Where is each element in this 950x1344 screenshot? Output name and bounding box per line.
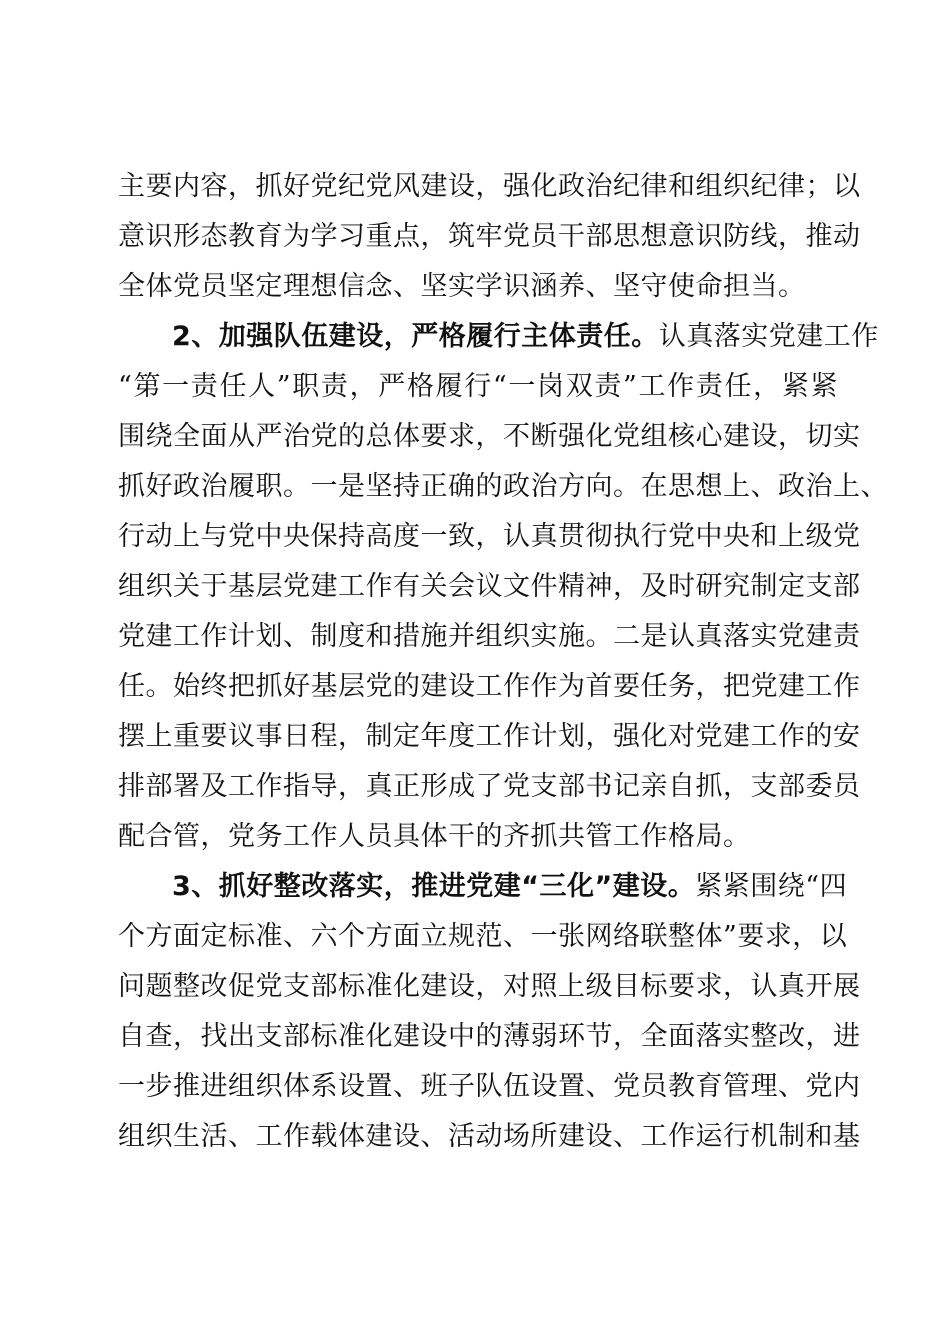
text-line: 党建工作计划、制度和措施并组织实施。二是认真落实党建责 (118, 621, 861, 652)
text-line: 围绕全面从严治党的总体要求，不断强化党组核心建设，切实 (118, 421, 861, 452)
paragraph-1 (118, 162, 861, 312)
text-line: 行动上与党中央保持高度一致，认真贯彻执行党中央和上级党 (118, 521, 861, 552)
text-run: 紧紧围绕“四 (695, 871, 848, 902)
text-line: “第一责任人”职责，严格履行“一岗双责”工作责任，紧紧 (118, 371, 838, 402)
text-line: 组织生活、工作载体建设、活动场所建设、工作运行机制和基 (118, 1121, 861, 1152)
text-line: 问题整改促党支部标准化建设，对照上级目标要求，认真开展 (118, 971, 861, 1002)
text-line (118, 862, 848, 912)
text-line: 摆上重要议事日程，制定年度工作计划，强化对党建工作的安 (118, 721, 861, 752)
section-heading-2: 2、加强队伍建设，严格履行主体责任。 (172, 321, 659, 352)
text-line (118, 312, 879, 362)
section-heading-3: 3、抓好整改落实，推进党建“三化”建设。 (172, 871, 696, 902)
text-line: 排部署及工作指导，真正形成了党支部书记亲自抓，支部委员 (118, 771, 861, 802)
paragraph-3 (118, 862, 861, 1162)
paragraph-2 (118, 312, 888, 862)
text-line: 组织关于基层党建工作有关会议文件精神，及时研究制定支部 (118, 571, 861, 602)
text-line: 任。始终把抓好基层党的建设工作作为首要任务，把党建工作 (118, 671, 861, 702)
text-line: 抓好政治履职。一是坚持正确的政治方向。在思想上、政治上、 (118, 471, 888, 502)
text-line: 个方面定标准、六个方面立规范、一张网络联整体”要求，以 (118, 921, 848, 952)
text-line: 意识形态教育为学习重点，筑牢党员干部思想意识防线，推动 (118, 221, 861, 252)
text-line: 自查，找出支部标准化建设中的薄弱环节，全面落实整改，进 (118, 1021, 861, 1052)
text-line: 全体党员坚定理想信念、坚实学识涵养、坚守使命担当。 (118, 271, 806, 302)
text-run: 认真落实党建工作 (658, 321, 879, 352)
document-body (118, 162, 888, 1162)
text-line: 一步推进组织体系设置、班子队伍设置、党员教育管理、党内 (118, 1071, 861, 1102)
text-line: 配合管，党务工作人员具体干的齐抓共管工作格局。 (118, 821, 751, 852)
text-line: 主要内容，抓好党纪党风建设，强化政治纪律和组织纪律；以 (118, 171, 861, 202)
